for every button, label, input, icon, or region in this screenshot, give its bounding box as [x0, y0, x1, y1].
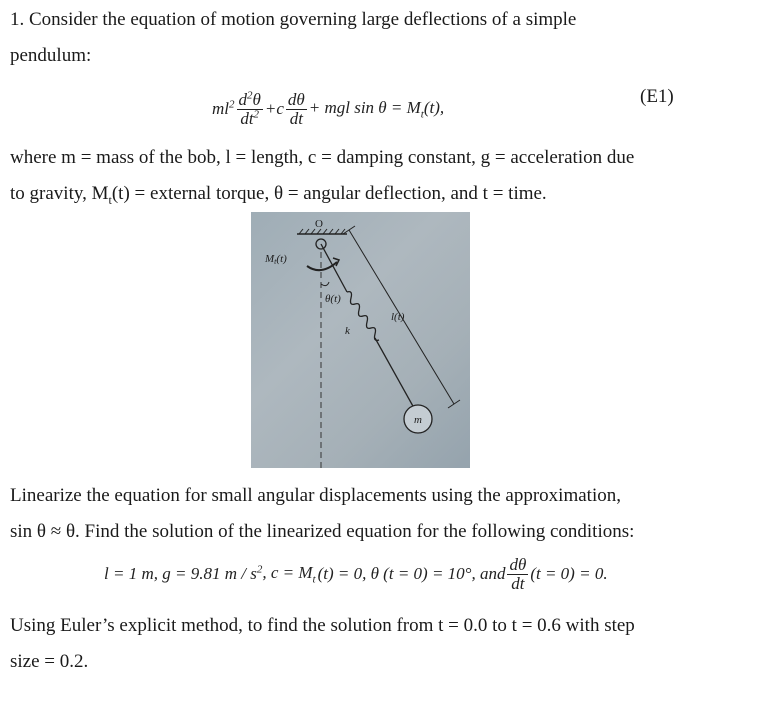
pendulum-diagram — [251, 212, 470, 468]
spring-label: k — [345, 325, 350, 337]
equation-label-e1: (E1) — [640, 86, 674, 107]
eq2-part3: (t) = 0, θ (t = 0) = 10°, and — [317, 564, 506, 583]
linearize-line-1: Linearize the equation for small angular displacements using the approximation, — [10, 485, 621, 506]
eq2-part1: l = 1 m, g = 9.81 m / $s^2$ — [104, 563, 263, 583]
pivot-label: O — [315, 218, 323, 230]
eq2-derivative: $\frac{d\theta}{dt}$ — [509, 554, 527, 593]
mass-label: m — [414, 414, 422, 426]
where-line-2: to gravity, $M_t(t)$ = external torque, θ = angular deflection, and t = time. — [10, 183, 547, 207]
spring-coil — [347, 292, 379, 341]
eq1-plus-c: +c — [264, 99, 284, 118]
intro-line-1: 1. Consider the equation of motion governing large deflections of a simple — [10, 9, 577, 30]
rod-lower — [375, 338, 414, 408]
euler-line-1: Using Euler’s explicit method, to find the solution from t = 0.0 to t = 0.6 with step — [10, 615, 635, 636]
rod-upper — [321, 244, 347, 292]
euler-paragraph — [10, 608, 770, 680]
linearize-paragraph — [10, 478, 770, 550]
torque-label: Mt(t) — [265, 253, 287, 266]
eq1-ml2: $ml^2$ — [212, 98, 235, 118]
eq1-tail: + mgl $\sin \theta = M_t(t)$, — [308, 97, 445, 121]
eq1-second-derivative: $\frac{d^2\theta}{dt^2}$ — [238, 88, 261, 128]
equation-e1 — [212, 84, 444, 134]
initial-conditions-equation — [104, 554, 608, 594]
where-line-1: where m = mass of the bob, l = length, c = damping constant, g = acceleration due — [10, 147, 635, 168]
length-label: l(t) — [391, 311, 405, 323]
torque-arrow — [307, 262, 337, 270]
angle-label: θ(t) — [325, 293, 341, 305]
intro-line-2: pendulum: — [10, 45, 92, 66]
eq1-first-derivative: $\frac{d\theta}{dt}$ — [287, 89, 305, 128]
linearize-line-2: sin θ ≈ θ. Find the solution of the linearized equation for the following conditions: — [10, 521, 635, 542]
euler-line-2: size = 0.2. — [10, 651, 89, 672]
eq2-part4: (t = 0) = 0. — [530, 564, 608, 583]
pendulum-figure — [251, 212, 470, 468]
definitions-paragraph — [10, 140, 770, 218]
intro-paragraph — [10, 2, 770, 74]
eq2-part2: , $c = M_t$ — [262, 562, 316, 586]
